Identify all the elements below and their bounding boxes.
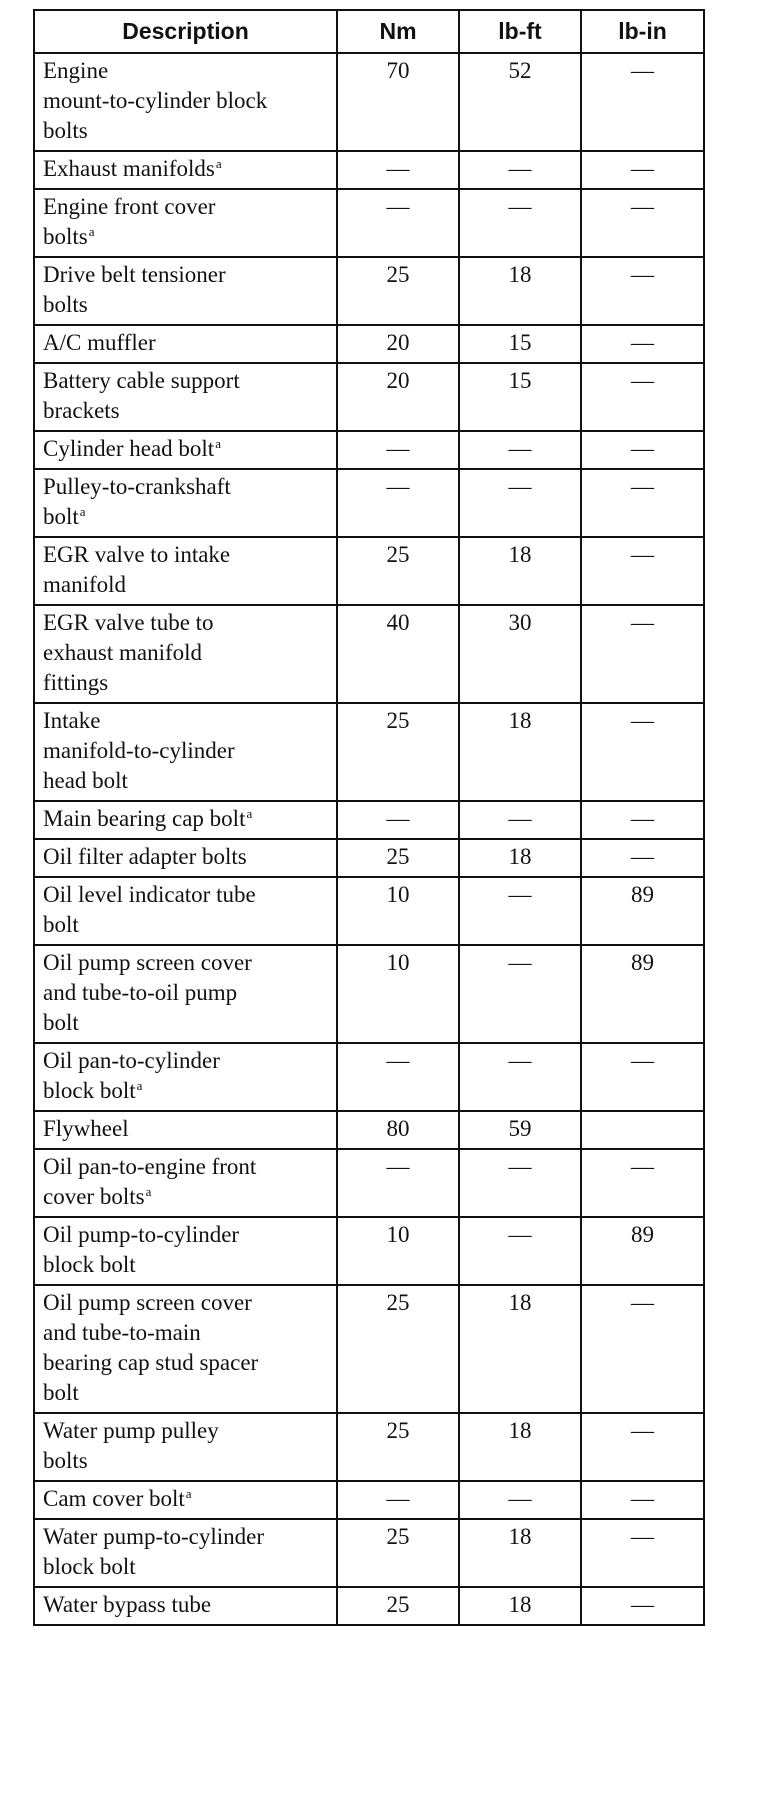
cell-lbft: — <box>459 151 581 189</box>
cell-lbft: 18 <box>459 537 581 605</box>
table-body <box>34 53 704 1625</box>
cell-lbin: 89 <box>581 877 704 945</box>
description-text: Flywheel <box>43 1116 129 1141</box>
table-row <box>34 431 704 469</box>
description-text: Water bypass tube <box>43 1592 212 1617</box>
cell-description <box>34 53 337 151</box>
cell-description <box>34 703 337 801</box>
cell-nm: — <box>337 431 459 469</box>
cell-description <box>34 1043 337 1111</box>
cell-lbin: — <box>581 801 704 839</box>
cell-description <box>34 605 337 703</box>
table-row <box>34 1043 704 1111</box>
cell-lbin: 89 <box>581 1217 704 1285</box>
cell-lbft: — <box>459 1217 581 1285</box>
cell-nm: — <box>337 1481 459 1519</box>
cell-lbin: — <box>581 605 704 703</box>
cell-lbin: — <box>581 363 704 431</box>
description-text: Oil pan-to-cylinder block bolt <box>43 1048 220 1103</box>
header-lbin: lb-in <box>581 10 704 53</box>
cell-nm: 20 <box>337 363 459 431</box>
cell-description <box>34 1149 337 1217</box>
cell-lbft: — <box>459 1481 581 1519</box>
description-text: Oil pump-to-cylinder block bolt <box>43 1222 240 1277</box>
cell-lbft: 18 <box>459 839 581 877</box>
cell-nm: 10 <box>337 877 459 945</box>
header-row <box>34 10 704 53</box>
cell-lbin: — <box>581 1519 704 1587</box>
cell-nm: 25 <box>337 1519 459 1587</box>
cell-lbin: 89 <box>581 945 704 1043</box>
table-row <box>34 839 704 877</box>
description-text: Oil level indicator tube bolt <box>43 882 256 937</box>
cell-lbin: — <box>581 431 704 469</box>
description-text: EGR valve tube to exhaust manifold fittings <box>43 610 214 695</box>
description-text: Water pump pulley bolts <box>43 1418 219 1473</box>
description-text: Engine mount-to-cylinder block bolts <box>43 58 268 143</box>
cell-lbin: — <box>581 325 704 363</box>
cell-lbft: — <box>459 945 581 1043</box>
cell-description <box>34 151 337 189</box>
cell-lbft: — <box>459 801 581 839</box>
cell-lbin: — <box>581 1149 704 1217</box>
table-row <box>34 151 704 189</box>
description-text: Pulley-to-crankshaft bolt <box>43 474 231 529</box>
table-row <box>34 1587 704 1625</box>
table-row <box>34 1111 704 1149</box>
header-description: Description <box>34 10 337 53</box>
cell-description <box>34 1519 337 1587</box>
cell-description <box>34 363 337 431</box>
description-text: Main bearing cap bolt <box>43 806 246 831</box>
cell-description <box>34 801 337 839</box>
cell-description <box>34 1285 337 1413</box>
table-row <box>34 1285 704 1413</box>
table-row <box>34 605 704 703</box>
cell-lbft: 18 <box>459 703 581 801</box>
cell-nm: 25 <box>337 839 459 877</box>
header-lbft: lb-ft <box>459 10 581 53</box>
table-row <box>34 189 704 257</box>
table-row <box>34 469 704 537</box>
cell-lbft: — <box>459 1149 581 1217</box>
table-row <box>34 1413 704 1481</box>
cell-lbft: 30 <box>459 605 581 703</box>
cell-nm: 25 <box>337 1587 459 1625</box>
footnote-marker: a <box>88 224 95 239</box>
cell-description <box>34 469 337 537</box>
description-text: Oil filter adapter bolts <box>43 844 247 869</box>
cell-lbft: 59 <box>459 1111 581 1149</box>
cell-nm: 10 <box>337 1217 459 1285</box>
footnote-marker: a <box>79 504 86 519</box>
description-text: Exhaust manifolds <box>43 156 215 181</box>
cell-lbin: — <box>581 53 704 151</box>
cell-nm: 25 <box>337 257 459 325</box>
footnote-marker: a <box>215 436 221 451</box>
cell-nm: 10 <box>337 945 459 1043</box>
cell-lbft: 52 <box>459 53 581 151</box>
cell-lbin: — <box>581 257 704 325</box>
cell-nm: — <box>337 151 459 189</box>
cell-description <box>34 945 337 1043</box>
cell-lbft: — <box>459 431 581 469</box>
cell-nm: 25 <box>337 1285 459 1413</box>
cell-nm: — <box>337 1043 459 1111</box>
table-row <box>34 537 704 605</box>
cell-nm: 40 <box>337 605 459 703</box>
description-text: Intake manifold-to-cylinder head bolt <box>43 708 235 793</box>
description-text: Oil pump screen cover and tube-to-oil pump bolt <box>43 950 252 1035</box>
cell-description <box>34 1481 337 1519</box>
cell-description <box>34 431 337 469</box>
cell-lbin: — <box>581 703 704 801</box>
cell-nm: 25 <box>337 703 459 801</box>
table-row <box>34 1519 704 1587</box>
cell-lbft: 18 <box>459 1587 581 1625</box>
description-text: EGR valve to intake manifold <box>43 542 231 597</box>
table-row <box>34 1217 704 1285</box>
cell-lbft: 18 <box>459 1285 581 1413</box>
cell-lbft: — <box>459 189 581 257</box>
description-text: Engine front cover bolts <box>43 194 216 249</box>
cell-nm: 25 <box>337 537 459 605</box>
cell-description <box>34 877 337 945</box>
cell-lbin <box>581 1111 704 1149</box>
description-text: Oil pump screen cover and tube-to-main bearing cap stud spacer bolt <box>43 1290 259 1405</box>
cell-nm: 80 <box>337 1111 459 1149</box>
description-text: Battery cable support brackets <box>43 368 240 423</box>
table-row <box>34 703 704 801</box>
cell-description <box>34 189 337 257</box>
footnote-marker: a <box>136 1078 143 1093</box>
header-nm: Nm <box>337 10 459 53</box>
table-row <box>34 945 704 1043</box>
cell-nm: — <box>337 801 459 839</box>
cell-lbft: — <box>459 1043 581 1111</box>
torque-spec-table <box>33 9 705 1626</box>
cell-lbin: — <box>581 1587 704 1625</box>
cell-nm: 70 <box>337 53 459 151</box>
cell-lbft: 18 <box>459 1413 581 1481</box>
description-text: Drive belt tensioner bolts <box>43 262 226 317</box>
table-row <box>34 363 704 431</box>
cell-lbft: 15 <box>459 363 581 431</box>
table-row <box>34 53 704 151</box>
table-row <box>34 257 704 325</box>
cell-lbft: — <box>459 469 581 537</box>
cell-lbin: — <box>581 1043 704 1111</box>
table-row <box>34 325 704 363</box>
footnote-marker: a <box>145 1184 152 1199</box>
description-text: Water pump-to-cylinder block bolt <box>43 1524 265 1579</box>
cell-lbft: — <box>459 877 581 945</box>
cell-description <box>34 1111 337 1149</box>
cell-nm: 20 <box>337 325 459 363</box>
description-text: Cylinder head bolt <box>43 436 215 461</box>
table-row <box>34 801 704 839</box>
footnote-marker: a <box>185 1486 192 1501</box>
cell-lbft: 15 <box>459 325 581 363</box>
cell-description <box>34 537 337 605</box>
cell-lbin: — <box>581 537 704 605</box>
table-row <box>34 1149 704 1217</box>
cell-lbin: — <box>581 1285 704 1413</box>
cell-description <box>34 1413 337 1481</box>
description-text: Cam cover bolt <box>43 1486 185 1511</box>
table-row <box>34 1481 704 1519</box>
cell-nm: — <box>337 469 459 537</box>
cell-nm: — <box>337 1149 459 1217</box>
description-text: A/C muffler <box>43 330 156 355</box>
cell-description <box>34 839 337 877</box>
cell-description <box>34 1587 337 1625</box>
cell-lbin: — <box>581 1413 704 1481</box>
cell-description <box>34 1217 337 1285</box>
table-row <box>34 877 704 945</box>
cell-lbin: — <box>581 469 704 537</box>
footnote-marker: a <box>215 156 222 171</box>
footnote-marker: a <box>246 806 253 821</box>
cell-lbft: 18 <box>459 1519 581 1587</box>
cell-lbin: — <box>581 151 704 189</box>
cell-nm: 25 <box>337 1413 459 1481</box>
cell-description <box>34 257 337 325</box>
cell-lbin: — <box>581 1481 704 1519</box>
cell-lbin: — <box>581 839 704 877</box>
description-text: Oil pan-to-engine front cover bolts <box>43 1154 257 1209</box>
cell-lbin: — <box>581 189 704 257</box>
cell-description <box>34 325 337 363</box>
cell-lbft: 18 <box>459 257 581 325</box>
cell-nm: — <box>337 189 459 257</box>
